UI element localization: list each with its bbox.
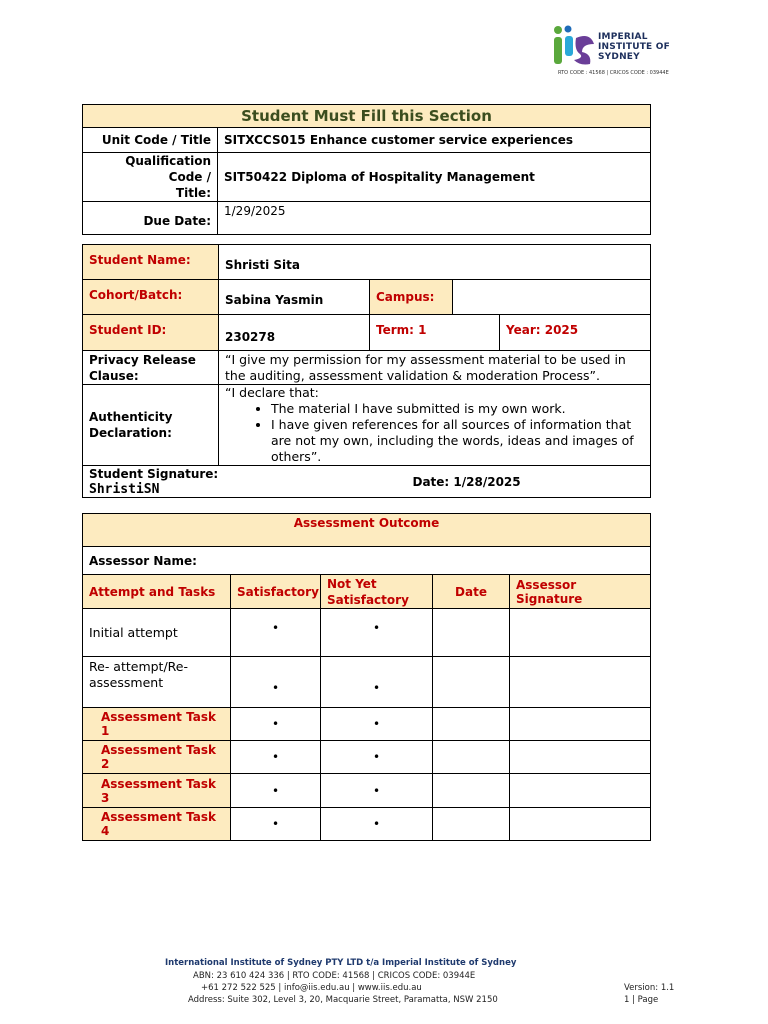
footer-address: Address: Suite 302, Level 3, 20, Macquarie Street, Paramatta, NSW 2150 [188, 995, 498, 1005]
qualification-value[interactable]: SIT50422 Diploma of Hospitality Management [218, 153, 651, 202]
footer-company: International Institute of Sydney PTY LTD t/a Imperial Institute of Sydney [165, 958, 517, 968]
year-value: Year: 2025 [500, 315, 651, 351]
row-label: Assessment Task 2 [83, 741, 231, 774]
cohort-value[interactable]: Sabina Yasmin [219, 280, 370, 315]
authenticity-text: “I declare that: • The material I have submitted is my own work. • I have given references for all sources of information that are not my own, including the words, ideas and images of others”. [219, 385, 651, 466]
table-row [83, 708, 651, 741]
table-row [83, 808, 651, 841]
row-label: Initial attempt [83, 609, 231, 657]
date-cell[interactable] [433, 657, 510, 708]
qualification-label: Qualification Code / Title: [83, 153, 218, 202]
footer-codes: ABN: 23 610 424 336 | RTO CODE: 41568 | CRICOS CODE: 03944E [193, 971, 476, 981]
unit-code-value[interactable]: SITXCCS015 Enhance customer service experiences [218, 128, 651, 153]
privacy-text: “I give my permission for my assessment material to be used in the auditing, assessment validation & moderation Process”. [219, 351, 651, 385]
declaration-item: • The material I have submitted is my own work. [271, 401, 644, 417]
date-cell[interactable] [433, 708, 510, 741]
not-yet-satisfactory-checkbox[interactable]: • [321, 741, 433, 774]
assessor-name-label[interactable]: Assessor Name: [83, 547, 651, 575]
iis-logo-icon [552, 24, 598, 68]
student-name-value[interactable]: Shristi Sita [219, 245, 651, 280]
date-cell[interactable] [433, 609, 510, 657]
student-fill-section-table [82, 104, 651, 235]
assessor-signature-cell[interactable] [510, 657, 651, 708]
signature-label: Student Signature: [89, 466, 219, 481]
student-id-label: Student ID: [83, 315, 219, 351]
campus-label: Campus: [370, 280, 453, 315]
signature-date[interactable]: Date: 1/28/2025 [453, 466, 651, 498]
section-title: Student Must Fill this Section [83, 105, 651, 128]
date-cell[interactable] [433, 808, 510, 841]
footer-version: Version: 1.1 [624, 983, 675, 993]
signature-cell [83, 466, 453, 498]
satisfactory-checkbox[interactable]: • [231, 609, 321, 657]
date-cell[interactable] [433, 774, 510, 808]
table-row [83, 774, 651, 808]
term-value: Term: 1 [370, 315, 500, 351]
not-yet-satisfactory-checkbox[interactable]: • [321, 708, 433, 741]
satisfactory-checkbox[interactable]: • [231, 741, 321, 774]
header-date: Date [433, 575, 510, 609]
assessor-signature-cell[interactable] [510, 774, 651, 808]
privacy-label: Privacy Release Clause: [83, 351, 219, 385]
not-yet-satisfactory-checkbox[interactable]: • [321, 609, 433, 657]
student-id-value[interactable]: 230278 [219, 315, 370, 351]
satisfactory-checkbox[interactable]: • [231, 808, 321, 841]
assessment-outcome-table [82, 513, 651, 841]
row-label: Re- attempt/Re-assessment [83, 657, 231, 708]
assessor-signature-cell[interactable] [510, 808, 651, 841]
satisfactory-checkbox[interactable]: • [231, 774, 321, 808]
table-row [83, 609, 651, 657]
assessor-signature-cell[interactable] [510, 708, 651, 741]
footer-contact: +61 272 522 525 | info@iis.edu.au | www.iis.edu.au [201, 983, 422, 993]
header-satisfactory: Satisfactory [231, 575, 321, 609]
assessor-signature-cell[interactable] [510, 609, 651, 657]
row-label: Assessment Task 1 [83, 708, 231, 741]
cohort-label: Cohort/Batch: [83, 280, 219, 315]
not-yet-satisfactory-checkbox[interactable]: • [321, 774, 433, 808]
due-date-label: Due Date: [83, 202, 218, 235]
header-attempt-tasks: Attempt and Tasks [83, 575, 231, 609]
logo-codes: RTO CODE : 41568 | CRICOS CODE : 03944E [558, 70, 669, 76]
student-name-label: Student Name: [83, 245, 219, 280]
due-date-value[interactable]: 1/29/2025 [218, 202, 651, 235]
student-details-table [82, 244, 651, 498]
not-yet-satisfactory-checkbox[interactable]: • [321, 808, 433, 841]
satisfactory-checkbox[interactable]: • [231, 657, 321, 708]
satisfactory-checkbox[interactable]: • [231, 708, 321, 741]
declaration-item: • I have given references for all sources of information that are not my own, including the words, ideas and images of others”. [271, 417, 644, 465]
header-not-yet-satisfactory: Not Yet Satisfactory [321, 575, 433, 609]
not-yet-satisfactory-checkbox[interactable]: • [321, 657, 433, 708]
table-row [83, 657, 651, 708]
header-assessor-signature: Assessor Signature [510, 575, 651, 609]
campus-value[interactable] [453, 280, 651, 315]
institute-logo [552, 24, 682, 82]
date-cell[interactable] [433, 741, 510, 774]
row-label: Assessment Task 4 [83, 808, 231, 841]
unit-code-label: Unit Code / Title [83, 128, 218, 153]
outcome-title: Assessment Outcome [83, 514, 651, 547]
assessor-signature-cell[interactable] [510, 741, 651, 774]
logo-wordmark: IMPERIAL INSTITUTE OF SYDNEY [598, 32, 670, 62]
signature-value[interactable]: ShristiSN [89, 481, 160, 497]
footer-page-number: 1 | Page [624, 995, 659, 1005]
row-label: Assessment Task 3 [83, 774, 231, 808]
authenticity-label: Authenticity Declaration: [83, 385, 219, 466]
table-row [83, 741, 651, 774]
